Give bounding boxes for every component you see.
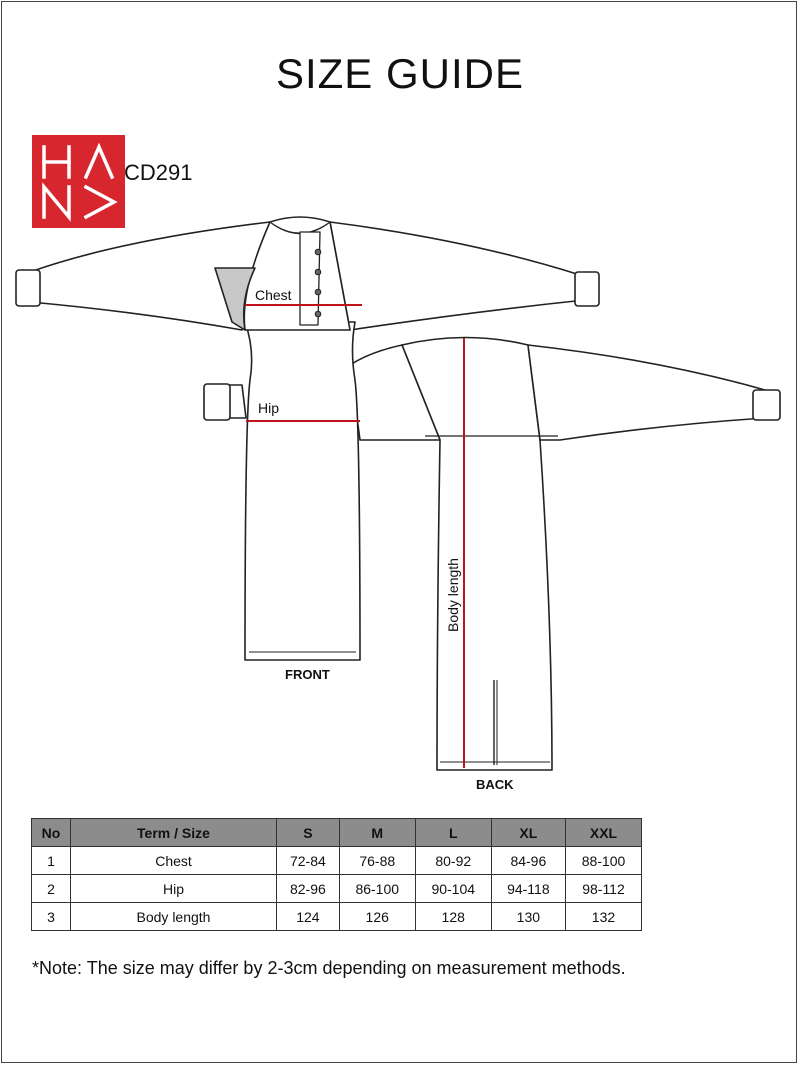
front-cuff-right [575,272,599,306]
table-cell: 124 [277,903,340,931]
row-term: Hip [71,875,277,903]
header-no: No [32,819,71,847]
table-cell: 126 [339,903,415,931]
table-cell: 90-104 [415,875,491,903]
size-table-header [32,819,642,847]
table-row [32,903,642,931]
row-no: 2 [32,875,71,903]
table-cell: 130 [491,903,565,931]
measurement-note: *Note: The size may differ by 2-3cm depending on measurement methods. [32,958,626,978]
header-term: Term / Size [71,819,277,847]
table-cell: 88-100 [565,847,641,875]
row-term: Chest [71,847,277,875]
table-cell: 86-100 [339,875,415,903]
table-cell: 128 [415,903,491,931]
front-cuff-left [16,270,40,306]
chest-label: Chest [255,287,292,303]
header-xl: XL [491,819,565,847]
table-row [32,847,642,875]
table-cell: 82-96 [277,875,340,903]
row-no: 1 [32,847,71,875]
table-cell: 76-88 [339,847,415,875]
table-row [32,875,642,903]
header-s: S [277,819,340,847]
front-body [245,322,360,660]
table-cell: 72-84 [277,847,340,875]
table-cell: 84-96 [491,847,565,875]
table-cell: 98-112 [565,875,641,903]
size-table [31,818,642,931]
header-xxl: XXL [565,819,641,847]
table-cell: 132 [565,903,641,931]
front-cuff-lower [204,384,230,420]
front-sleeve-right [330,222,585,330]
header-l: L [415,819,491,847]
back-sleeve-right [528,345,765,440]
row-term: Body length [71,903,277,931]
product-code: CD291 [124,160,193,185]
table-cell: 94-118 [491,875,565,903]
row-no: 3 [32,903,71,931]
body-length-label: Body length [445,558,461,632]
header-m: M [339,819,415,847]
table-cell: 80-92 [415,847,491,875]
back-cuff [753,390,780,420]
hip-label: Hip [258,400,280,416]
page-title: SIZE GUIDE [275,50,525,97]
back-caption: BACK [476,777,514,792]
front-caption: FRONT [285,667,330,682]
